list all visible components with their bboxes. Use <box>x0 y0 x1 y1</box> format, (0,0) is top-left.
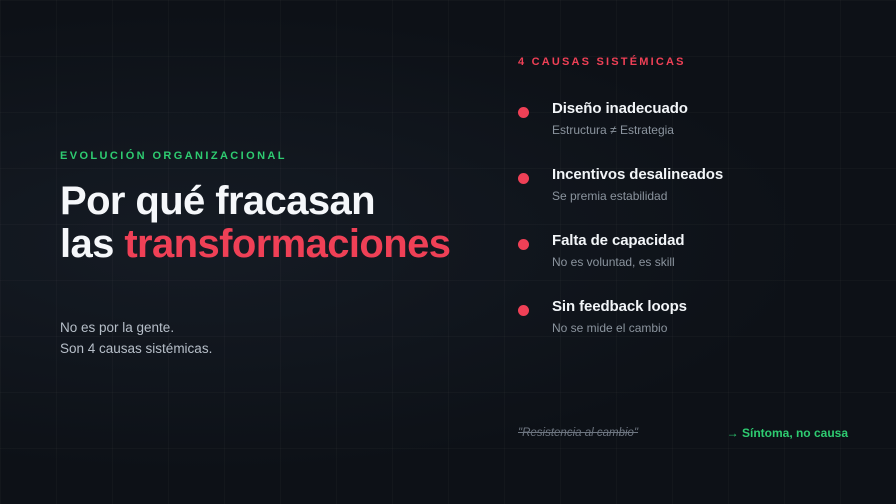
cause-description: Se premia estabilidad <box>552 189 668 203</box>
subtitle-line-1: No es por la gente. <box>60 320 175 336</box>
headline-line-1: Por qué fracasan <box>60 179 375 223</box>
causes-section-label: 4 CAUSAS SISTÉMICAS <box>518 56 686 68</box>
left-column <box>60 150 480 360</box>
bullet-dot-icon <box>518 305 529 316</box>
bullet-dot-icon <box>518 239 529 250</box>
cause-title: Incentivos desalineados <box>552 166 724 183</box>
headline-line-2-plain: las <box>60 222 125 267</box>
cause-description: No se mide el cambio <box>552 321 668 335</box>
eyebrow-label: EVOLUCIÓN ORGANIZACIONAL <box>60 150 287 162</box>
cause-title: Sin feedback loops <box>552 298 687 315</box>
subtitle-line-2: Son 4 causas sistémicas. <box>60 341 213 357</box>
footnote-struck-quote: "Resistencia al cambio" <box>518 427 639 439</box>
list-item <box>518 232 848 269</box>
right-column <box>518 56 848 335</box>
headline-line-2 <box>60 223 480 266</box>
page-title <box>60 180 480 266</box>
list-item <box>518 100 848 137</box>
cause-description: Estructura ≠ Estrategia <box>552 123 674 137</box>
cause-title: Falta de capacidad <box>552 232 685 249</box>
cause-title: Diseño inadecuado <box>552 100 688 117</box>
subtitle-block <box>60 318 480 360</box>
causes-list <box>518 100 848 335</box>
list-item <box>518 298 848 335</box>
cause-description: No es voluntad, es skill <box>552 255 675 269</box>
footnote-row <box>518 426 848 440</box>
list-item <box>518 166 848 203</box>
bullet-dot-icon <box>518 107 529 118</box>
headline-accent-word: transformaciones <box>124 222 451 267</box>
footnote-verdict: → Síntoma, no causa <box>726 426 848 440</box>
bullet-dot-icon <box>518 173 529 184</box>
